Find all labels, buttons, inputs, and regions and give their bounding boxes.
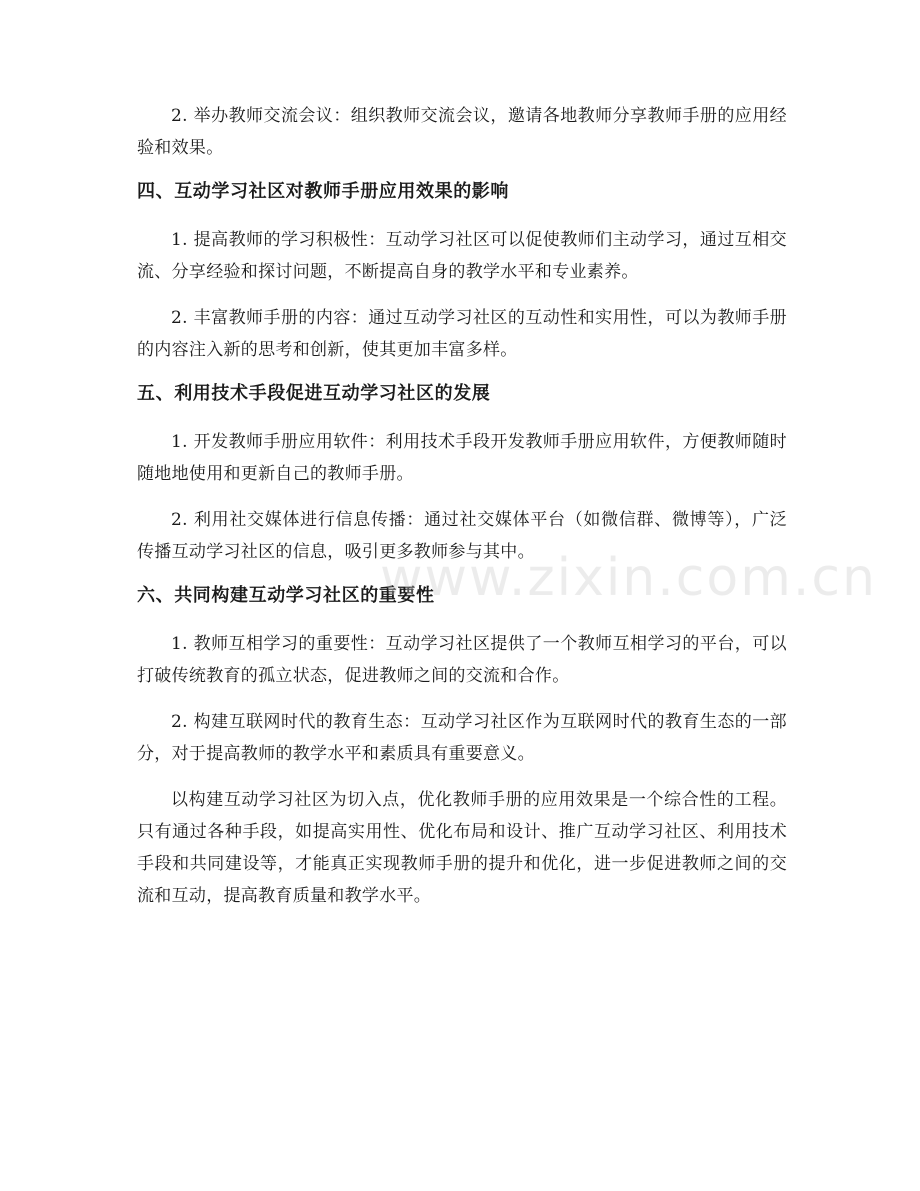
section-heading-4: 四、互动学习社区对教师手册应用效果的影响 bbox=[137, 181, 509, 202]
paragraph-item-develop-app: 1. 开发教师手册应用软件：利用技术手段开发教师手册应用软件，方便教师随时随地地使用和更新自己的教师手册。 bbox=[137, 432, 787, 484]
paragraph-item-social-media: 2. 利用社交媒体进行信息传播：通过社交媒体平台（如微信群、微博等），广泛传播互动学习社区的信息，吸引更多教师参与其中。 bbox=[137, 510, 787, 562]
section-heading-5: 五、利用技术手段促进互动学习社区的发展 bbox=[137, 383, 491, 404]
paragraph-item-mutual-learning: 1. 教师互相学习的重要性：互动学习社区提供了一个教师互相学习的平台，可以打破传统教育的孤立状态，促进教师之间的交流和合作。 bbox=[137, 634, 787, 686]
paragraph-item-enrich-content: 2. 丰富教师手册的内容：通过互动学习社区的互动性和实用性，可以为教师手册的内容注入新的思考和创新，使其更加丰富多样。 bbox=[137, 308, 787, 360]
paragraph-conclusion: 以构建互动学习社区为切入点，优化教师手册的应用效果是一个综合性的工程。只有通过各种手段，如提高实用性、优化布局和设计、推广互动学习社区、利用技术手段和共同建设等，才能真正实现教师手册的提升和优化，进一步促进教师之间的交流和互动，提高教育质量和教学水平。 bbox=[137, 790, 787, 906]
paragraph-item-education-ecosystem: 2. 构建互联网时代的教育生态：互动学习社区作为互联网时代的教育生态的一部分，对于提高教师的教学水平和素质具有重要意义。 bbox=[137, 712, 787, 764]
document-body bbox=[137, 100, 787, 926]
paragraph-item-learning-enthusiasm: 1. 提高教师的学习积极性：互动学习社区可以促使教师们主动学习，通过互相交流、分享经验和探讨问题，不断提高自身的教学水平和专业素养。 bbox=[137, 230, 787, 282]
section-heading-6: 六、共同构建互动学习社区的重要性 bbox=[137, 585, 435, 606]
watermark: www.zixin.com.cn bbox=[380, 548, 877, 608]
paragraph-item-2-exchange-meeting: 2. 举办教师交流会议：组织教师交流会议，邀请各地教师分享教师手册的应用经验和效果。 bbox=[137, 106, 787, 158]
